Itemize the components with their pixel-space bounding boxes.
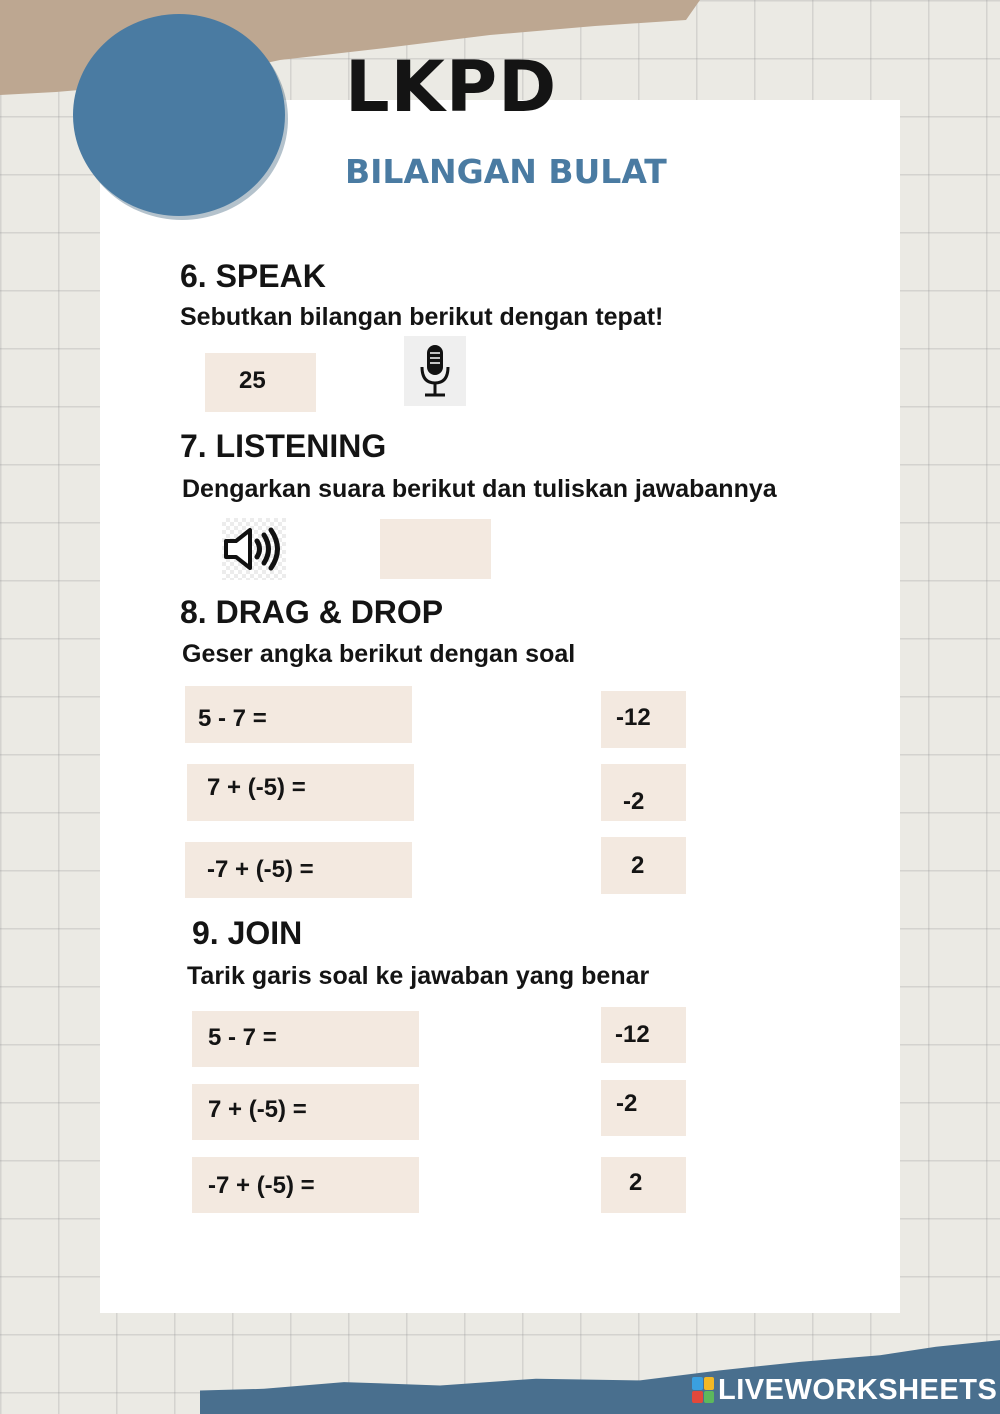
drag-drop-answer-tile[interactable] [601,764,686,821]
drag-drop-question[interactable] [187,764,414,821]
join-answer-tile[interactable] [601,1080,686,1136]
speak-number-box [205,353,316,412]
speaker-icon [223,526,285,572]
answer-text: -2 [616,1090,638,1117]
blue-circle-decoration [73,14,285,216]
drag-drop-question[interactable] [185,686,412,743]
join-question[interactable] [192,1011,419,1067]
drag-drop-answer-tile[interactable] [601,837,686,894]
join-heading: 9. JOIN [192,915,303,951]
question-text: -7 + (-5) = [208,1172,315,1199]
join-question[interactable] [192,1084,419,1140]
question-text: 7 + (-5) = [208,1096,307,1123]
answer-text: -12 [616,704,651,731]
join-answer-tile[interactable] [601,1007,686,1063]
liveworksheets-logo-icon [692,1377,714,1403]
question-text: 5 - 7 = [198,705,267,732]
answer-text: -12 [615,1021,650,1048]
page-subtitle: BILANGAN BULAT [345,152,667,191]
join-instruction: Tarik garis soal ke jawaban yang benar [187,962,650,990]
microphone-button[interactable] [404,336,466,406]
drag-drop-instruction: Geser angka berikut dengan soal [182,640,576,668]
answer-text: -2 [623,788,645,815]
page-title: LKPD [345,46,558,128]
listening-answer-box[interactable] [380,519,491,579]
question-text: 7 + (-5) = [207,774,306,801]
speak-instruction: Sebutkan bilangan berikut dengan tepat! [180,303,664,331]
listening-instruction: Dengarkan suara berikut dan tuliskan jawabannya [182,475,777,503]
drag-drop-question[interactable] [185,842,412,898]
question-text: 5 - 7 = [208,1024,277,1051]
brand-name: LIVEWORKSHEETS [718,1373,998,1406]
speaker-button[interactable] [222,518,286,580]
speak-number: 25 [239,367,266,394]
listening-heading: 7. LISTENING [180,428,387,464]
drag-drop-answer-tile[interactable] [601,691,686,748]
question-text: -7 + (-5) = [207,856,314,883]
drag-drop-heading: 8. DRAG & DROP [180,594,444,630]
join-answer-tile[interactable] [601,1157,686,1213]
answer-text: 2 [631,852,645,879]
microphone-icon [418,343,452,399]
answer-text: 2 [629,1169,643,1196]
liveworksheets-brand[interactable] [692,1375,997,1405]
speak-heading: 6. SPEAK [180,258,326,294]
join-question[interactable] [192,1157,419,1213]
